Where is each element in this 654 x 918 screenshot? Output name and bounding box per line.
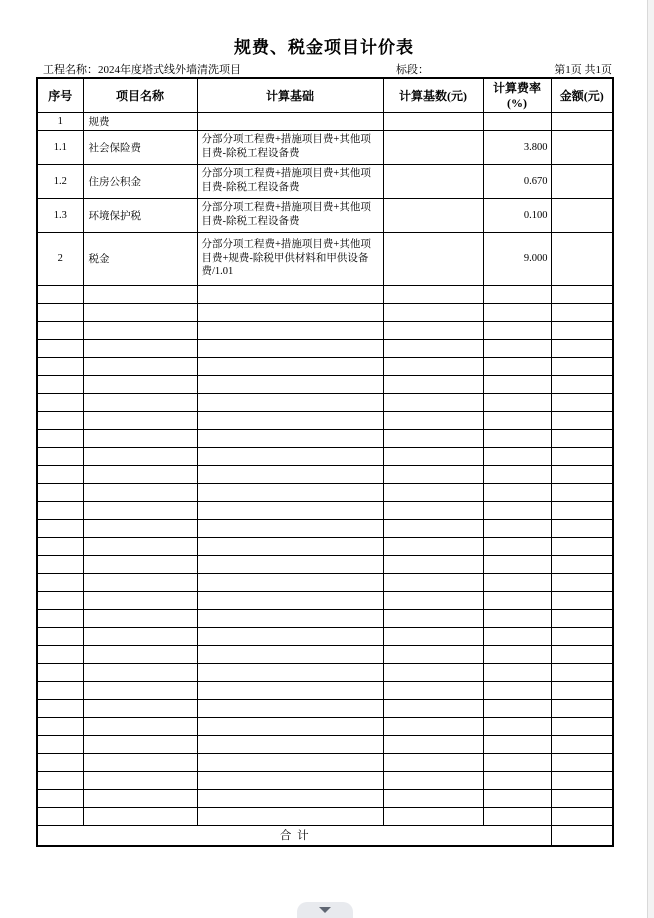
table-row [37,232,613,285]
empty-cell [197,555,383,573]
cell-name: 规费 [83,112,197,130]
empty-cell [37,321,83,339]
header-name: 项目名称 [83,78,197,112]
empty-cell [37,699,83,717]
cell-name: 住房公积金 [83,164,197,198]
empty-cell [383,789,483,807]
empty-cell [483,555,551,573]
empty-cell [551,483,613,501]
empty-cell [83,699,197,717]
empty-cell [483,447,551,465]
empty-cell [83,735,197,753]
empty-cell [483,285,551,303]
empty-cell [83,519,197,537]
table-row [37,198,613,232]
project-name-label: 工程名称： [43,64,98,76]
table-header-row [37,78,613,112]
empty-cell [197,609,383,627]
empty-cell [383,447,483,465]
table-row [37,164,613,198]
empty-cell [37,447,83,465]
empty-cell [83,717,197,735]
cell-basis: 分部分项工程费+措施项目费+其他项目费-除税工程设备费 [197,130,383,164]
cell-base [383,232,483,285]
table-row [37,130,613,164]
empty-cell [383,339,483,357]
table-empty-row [37,591,613,609]
empty-cell [483,591,551,609]
table-empty-row [37,789,613,807]
empty-cell [383,699,483,717]
cell-amount [551,112,613,130]
empty-cell [551,447,613,465]
empty-cell [83,645,197,663]
empty-cell [37,429,83,447]
empty-cell [483,501,551,519]
empty-cell [197,591,383,609]
page-indicator: 第1页 共1页 [554,64,612,76]
table-empty-row [37,807,613,825]
table-empty-row [37,501,613,519]
empty-cell [37,537,83,555]
cell-amount [551,130,613,164]
table-empty-row [37,555,613,573]
scroll-down-button[interactable] [297,902,353,918]
header-rate: 计算费率(%) [483,78,551,112]
empty-cell [551,375,613,393]
header-basis: 计算基础 [197,78,383,112]
chevron-down-icon [319,907,331,913]
empty-cell [37,339,83,357]
empty-cell [83,537,197,555]
empty-cell [551,645,613,663]
empty-cell [197,663,383,681]
empty-cell [551,321,613,339]
empty-cell [37,591,83,609]
empty-cell [383,591,483,609]
empty-cell [551,519,613,537]
empty-cell [483,771,551,789]
empty-cell [83,681,197,699]
cell-no: 1.1 [37,130,83,164]
empty-cell [83,807,197,825]
cell-name: 社会保险费 [83,130,197,164]
table-empty-row [37,573,613,591]
cell-basis: 分部分项工程费+措施项目费+其他项目费-除税工程设备费 [197,198,383,232]
empty-cell [83,321,197,339]
header-amount: 金额(元) [551,78,613,112]
empty-cell [83,411,197,429]
table-empty-row [37,663,613,681]
empty-cell [551,555,613,573]
empty-cell [383,807,483,825]
table-empty-row [37,627,613,645]
empty-cell [483,663,551,681]
empty-cell [551,285,613,303]
empty-cell [551,735,613,753]
table-empty-row [37,429,613,447]
empty-cell [197,771,383,789]
table-empty-row [37,537,613,555]
empty-cell [551,627,613,645]
cell-base [383,112,483,130]
empty-cell [197,627,383,645]
document-meta [37,61,613,76]
table-empty-row [37,465,613,483]
empty-cell [383,717,483,735]
cell-basis [197,112,383,130]
page-edge-strip [647,0,654,918]
empty-cell [483,681,551,699]
empty-cell [551,807,613,825]
empty-cell [551,717,613,735]
empty-cell [483,465,551,483]
total-label: 合 计 [37,825,551,846]
table-empty-row [37,321,613,339]
empty-cell [551,609,613,627]
section-label: 标段： [396,64,429,76]
empty-cell [383,519,483,537]
table-empty-row [37,303,613,321]
empty-cell [551,357,613,375]
cell-no: 1.3 [37,198,83,232]
empty-cell [383,663,483,681]
empty-cell [197,303,383,321]
empty-cell [197,789,383,807]
empty-cell [37,519,83,537]
empty-cell [483,429,551,447]
table-total-row [37,825,613,846]
cell-no: 1 [37,112,83,130]
empty-cell [37,483,83,501]
empty-cell [483,393,551,411]
empty-cell [551,339,613,357]
total-amount [551,825,613,846]
empty-cell [197,735,383,753]
empty-cell [37,681,83,699]
empty-cell [551,591,613,609]
empty-cell [37,411,83,429]
empty-cell [197,519,383,537]
table-empty-row [37,519,613,537]
empty-cell [383,321,483,339]
empty-cell [37,627,83,645]
empty-cell [551,681,613,699]
empty-cell [551,411,613,429]
empty-cell [383,285,483,303]
empty-cell [37,357,83,375]
empty-cell [551,771,613,789]
cell-base [383,130,483,164]
empty-cell [383,411,483,429]
empty-cell [483,519,551,537]
empty-cell [483,537,551,555]
empty-cell [197,753,383,771]
table-empty-row [37,609,613,627]
empty-cell [83,753,197,771]
table-empty-row [37,483,613,501]
empty-cell [483,753,551,771]
table-empty-row [37,375,613,393]
empty-cell [197,429,383,447]
empty-cell [83,447,197,465]
empty-cell [83,555,197,573]
cell-amount [551,232,613,285]
table-empty-row [37,753,613,771]
empty-cell [551,699,613,717]
empty-cell [197,645,383,663]
table-empty-row [37,771,613,789]
cell-rate [483,112,551,130]
cell-rate: 3.800 [483,130,551,164]
empty-cell [37,645,83,663]
empty-cell [551,393,613,411]
empty-cell [37,393,83,411]
empty-cell [383,735,483,753]
empty-cell [483,789,551,807]
empty-cell [383,393,483,411]
empty-cell [37,555,83,573]
empty-cell [83,501,197,519]
empty-cell [197,285,383,303]
empty-cell [197,465,383,483]
table-empty-row [37,645,613,663]
empty-cell [483,735,551,753]
empty-cell [483,339,551,357]
cell-rate: 0.100 [483,198,551,232]
empty-cell [383,303,483,321]
empty-cell [483,699,551,717]
cell-amount [551,164,613,198]
table-row [37,112,613,130]
table-body [37,112,613,846]
empty-cell [483,303,551,321]
table-empty-row [37,717,613,735]
empty-cell [383,537,483,555]
empty-cell [551,465,613,483]
project-name-value: 2024年度塔式线外墙清洗项目 [98,64,241,76]
empty-cell [37,789,83,807]
empty-cell [83,285,197,303]
empty-cell [383,555,483,573]
cell-base [383,164,483,198]
empty-cell [37,807,83,825]
empty-cell [83,465,197,483]
empty-cell [83,339,197,357]
cell-basis: 分部分项工程费+措施项目费+其他项目费-除税工程设备费 [197,164,383,198]
empty-cell [197,321,383,339]
empty-cell [83,375,197,393]
empty-cell [383,771,483,789]
empty-cell [383,501,483,519]
cell-name: 环境保护税 [83,198,197,232]
table-empty-row [37,357,613,375]
empty-cell [83,789,197,807]
table-empty-row [37,285,613,303]
empty-cell [37,735,83,753]
empty-cell [551,789,613,807]
fee-table [36,77,614,847]
table-empty-row [37,699,613,717]
empty-cell [83,627,197,645]
empty-cell [551,429,613,447]
empty-cell [383,465,483,483]
empty-cell [551,303,613,321]
table-empty-row [37,681,613,699]
cell-rate: 9.000 [483,232,551,285]
empty-cell [383,375,483,393]
cell-rate: 0.670 [483,164,551,198]
empty-cell [197,573,383,591]
empty-cell [37,663,83,681]
cell-no: 1.2 [37,164,83,198]
empty-cell [383,645,483,663]
empty-cell [383,573,483,591]
empty-cell [551,663,613,681]
empty-cell [197,375,383,393]
empty-cell [483,483,551,501]
empty-cell [483,807,551,825]
empty-cell [483,411,551,429]
empty-cell [197,699,383,717]
empty-cell [83,303,197,321]
project-name-line [43,61,241,77]
empty-cell [83,573,197,591]
empty-cell [37,501,83,519]
empty-cell [197,681,383,699]
table-empty-row [37,393,613,411]
empty-cell [197,807,383,825]
empty-cell [83,483,197,501]
empty-cell [37,573,83,591]
empty-cell [83,393,197,411]
empty-cell [197,537,383,555]
empty-cell [197,357,383,375]
table-empty-row [37,339,613,357]
empty-cell [83,771,197,789]
empty-cell [383,609,483,627]
empty-cell [383,429,483,447]
empty-cell [551,501,613,519]
empty-cell [551,753,613,771]
empty-cell [383,627,483,645]
empty-cell [37,285,83,303]
empty-cell [37,771,83,789]
empty-cell [551,537,613,555]
cell-amount [551,198,613,232]
empty-cell [37,717,83,735]
empty-cell [83,663,197,681]
empty-cell [83,591,197,609]
cell-basis: 分部分项工程费+措施项目费+其他项目费+规费-除税甲供材料和甲供设备费/1.01 [197,232,383,285]
cell-name: 税金 [83,232,197,285]
empty-cell [383,681,483,699]
empty-cell [37,753,83,771]
cell-no: 2 [37,232,83,285]
empty-cell [197,501,383,519]
empty-cell [383,753,483,771]
empty-cell [483,321,551,339]
empty-cell [483,627,551,645]
empty-cell [197,717,383,735]
empty-cell [197,411,383,429]
empty-cell [197,483,383,501]
empty-cell [483,357,551,375]
empty-cell [197,447,383,465]
header-base: 计算基数(元) [383,78,483,112]
empty-cell [483,573,551,591]
table-empty-row [37,411,613,429]
empty-cell [37,609,83,627]
cell-base [383,198,483,232]
empty-cell [83,357,197,375]
table-empty-row [37,735,613,753]
empty-cell [197,393,383,411]
empty-cell [551,573,613,591]
empty-cell [37,465,83,483]
empty-cell [383,483,483,501]
empty-cell [37,303,83,321]
empty-cell [483,375,551,393]
page-title: 规费、税金项目计价表 [234,38,414,57]
empty-cell [197,339,383,357]
empty-cell [37,375,83,393]
empty-cell [483,717,551,735]
header-no: 序号 [37,78,83,112]
empty-cell [483,609,551,627]
table-empty-row [37,447,613,465]
empty-cell [83,609,197,627]
empty-cell [383,357,483,375]
empty-cell [83,429,197,447]
empty-cell [483,645,551,663]
